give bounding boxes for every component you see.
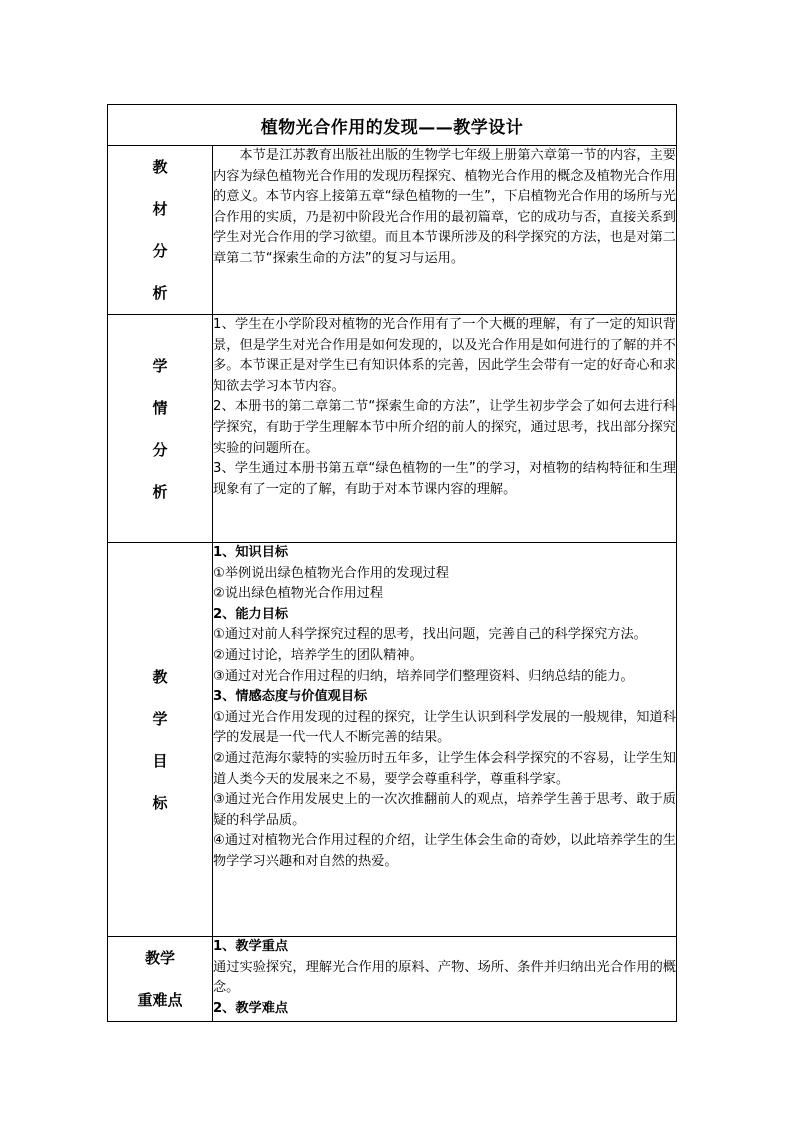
focus-text: 通过实验探究，理解光合作用的原料、产物、场所、条件并归纳出光合作用的概念。 (213, 959, 676, 996)
difficulty-heading: 2、教学难点 (213, 1000, 289, 1016)
label-char: 标 (152, 793, 168, 812)
key-points-row (108, 937, 677, 1022)
label-char: 情 (152, 398, 168, 417)
label-char: 学 (152, 709, 168, 728)
emotion-goal-heading: 3、情感态度与价值观目标 (213, 689, 368, 705)
label-char: 材 (152, 200, 168, 218)
label-char: 分 (152, 440, 168, 459)
learner-analysis-content (213, 315, 677, 543)
material-analysis-label (108, 146, 213, 315)
goal-item: ①举例说出绿色植物光合作用的发现过程 (213, 565, 450, 581)
ability-goal-heading: 2、能力目标 (213, 606, 289, 622)
teaching-goals-row (108, 543, 677, 937)
learner-analysis-item: 3、学生通过本册书第五章“绿色植物的一生”的学习，对植物的结构特征和生理现象有了一定的了解，有助于对本节课内容的理解。 (213, 461, 676, 497)
label-char: 析 (152, 482, 168, 501)
label-char: 目 (152, 751, 168, 770)
focus-heading: 1、教学重点 (213, 939, 289, 954)
key-points-content (213, 937, 677, 1022)
goal-item: ②通过范海尔蒙特的实验历时五年多，让学生体会科学探究的不容易，让学生知道人类今天的发展来之不易，要学会尊重科学，尊重科学家。 (213, 750, 676, 787)
learner-analysis-item: 1、学生在小学阶段对植物的光合作用有了一个大概的理解，有了一定的知识背景，但是学生对光合作用是如何发现的，以及光合作用是如何进行的了解的并不多。本节课正是对学生已有知识体系的完善，因此学生会带有一定的好奇心和求知欲去学习本节内容。 (213, 317, 676, 394)
title-row (108, 105, 677, 146)
learner-analysis-label (108, 315, 213, 543)
label-char: 学 (152, 356, 168, 375)
goal-item: ④通过对植物光合作用过程的介绍，让学生体会生命的奇妙，以此培养学生的生物学学习兴趣和对自然的热爱。 (213, 833, 676, 869)
label-line: 重难点 (137, 991, 183, 1009)
page-title: 植物光合作用的发现——教学设计 (108, 105, 677, 146)
material-analysis-text: 本节是江苏教育出版社出版的生物学七年级上册第六章第一节的内容，主要内容为绿色植物光合作用的发现历程探究、植物光合作用的概念及植物光合作用的意义。本节内容上接第五章“绿色植物的一生”，下启植物光合作用的场所与光合作用的实质，乃是初中阶段光合作用的最初篇章，它的成功与否，直接关系到学生对光合作用的学习欲望。而且本节课所涉及的科学探究的方法，也是对第二章第二节“探索生命的方法”的复习与运用。 (213, 148, 676, 266)
knowledge-goal-heading: 1、知识目标 (213, 545, 289, 560)
goal-item: ①通过光合作用发现的过程的探究，让学生认识到科学发展的一般规律，知道科学的发展是一代一代人不断完善的结果。 (213, 709, 676, 746)
key-points-label (108, 937, 213, 1022)
lesson-plan-table (107, 104, 677, 1022)
label-char: 教 (152, 158, 168, 176)
goal-item: ③通过光合作用发展史上的一次次推翻前人的观点，培养学生善于思考、敢于质疑的科学品质。 (213, 792, 676, 828)
learner-analysis-row (108, 315, 677, 543)
goal-item: ①通过对前人科学探究过程的思考，找出问题，完善自己的科学探究方法。 (213, 627, 647, 643)
learner-analysis-item: 2、本册书的第二章第二节“探索生命的方法”，让学生初步学会了如何去进行科学探究，有助于学生理解本节中所介绍的前人的探究，通过思考，找出部分探究实验的问题所在。 (213, 399, 676, 456)
teaching-goals-content (213, 543, 677, 937)
goal-item: ②通过讨论，培养学生的团队精神。 (213, 647, 423, 663)
label-line: 教学 (144, 949, 175, 967)
label-char: 教 (152, 667, 168, 686)
goal-item: ③通过对光合作用过程的归纳，培养同学们整理资料、归纳总结的能力。 (213, 668, 634, 684)
teaching-goals-label (108, 543, 213, 937)
label-char: 分 (152, 242, 168, 260)
label-char: 析 (152, 284, 168, 302)
material-analysis-row (108, 146, 677, 315)
material-analysis-content (213, 146, 677, 315)
goal-item: ②说出绿色植物光合作用过程 (213, 586, 384, 602)
